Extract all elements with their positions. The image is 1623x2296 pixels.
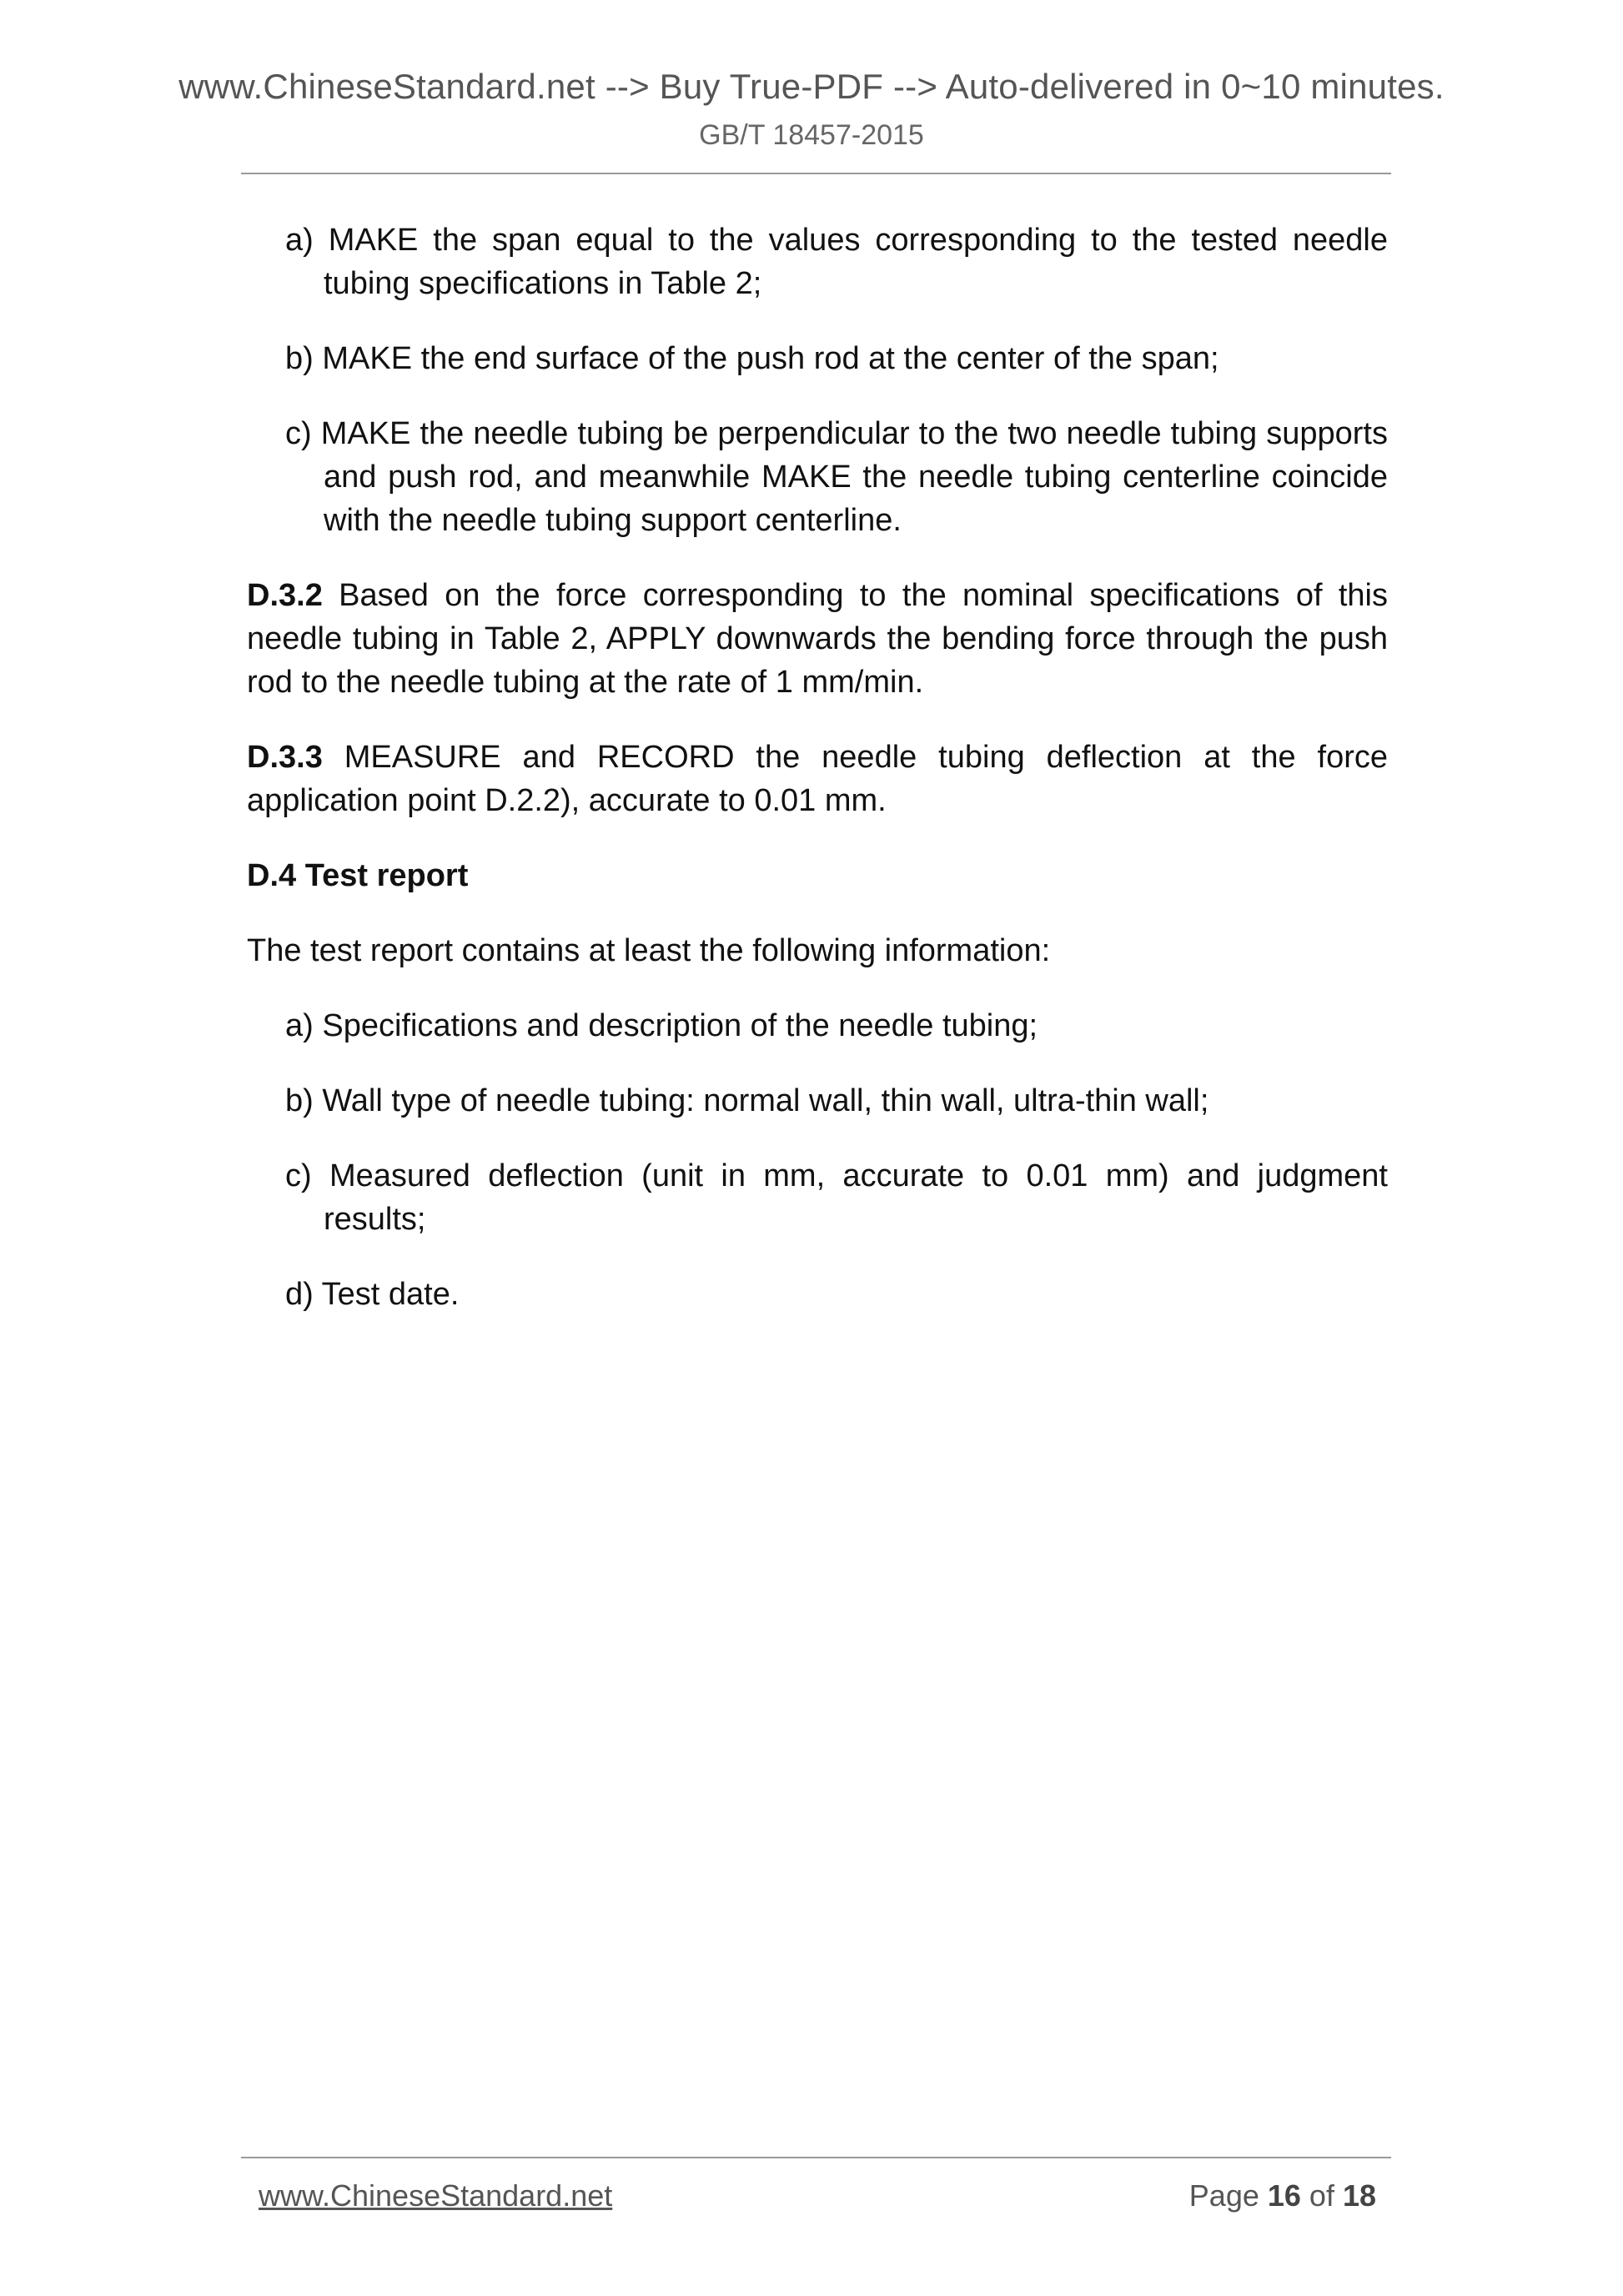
header-divider <box>241 173 1391 174</box>
page-separator: of <box>1300 2178 1343 2213</box>
clause-number: D.3.3 <box>247 740 323 775</box>
page-indicator <box>1189 2175 1376 2217</box>
list-item: c) MAKE the needle tubing be perpendicular to the two needle tubing supports and push rod, and meanwhile MAKE the needle tubing centerline coincide with the needle tubing support centerline. <box>285 416 1388 538</box>
list-item: a) MAKE the span equal to the values corresponding to the tested needle tubing specifications in Table 2; <box>285 223 1388 301</box>
header-banner: www.ChineseStandard.net --> Buy True-PDF --> Auto-delivered in 0~10 minutes. <box>178 67 1445 106</box>
page-prefix: Page <box>1188 2178 1268 2213</box>
clause-number: D.3.2 <box>247 578 323 613</box>
footer-divider <box>241 2157 1391 2158</box>
list-item: c) Measured deflection (unit in mm, accurate to 0.01 mm) and judgment results; <box>285 1158 1388 1237</box>
clause-text: MEASURE and RECORD the needle tubing deflection at the force application point D.2.2), accurate to 0.01 mm. <box>247 740 1388 818</box>
list-item: b) MAKE the end surface of the push rod at the center of the span; <box>285 341 1219 376</box>
section-intro: The test report contains at least the following information: <box>247 933 1051 968</box>
list-item: d) Test date. <box>285 1277 460 1312</box>
section-heading: D.4 Test report <box>247 858 469 893</box>
document-body <box>247 219 1388 1348</box>
page-footer <box>259 2175 1376 2217</box>
clause-d-3-3 <box>247 736 1388 822</box>
standard-number: GB/T 18457-2015 <box>699 119 924 151</box>
total-page-count: 18 <box>1342 2178 1376 2213</box>
clause-text: Based on the force corresponding to the nominal specifications of this needle tubing in Table 2, APPLY downwards the bending force through the push rod to the needle tubing at the rate of 1 mm/min. <box>247 578 1388 700</box>
current-page-number: 16 <box>1267 2178 1301 2213</box>
list-item: a) Specifications and description of the needle tubing; <box>285 1008 1038 1043</box>
footer-website-link[interactable]: www.ChineseStandard.net <box>259 2178 613 2213</box>
list-item: b) Wall type of needle tubing: normal wall, thin wall, ultra-thin wall; <box>285 1083 1209 1118</box>
page-header <box>0 65 1623 153</box>
clause-d-3-2 <box>247 574 1388 704</box>
